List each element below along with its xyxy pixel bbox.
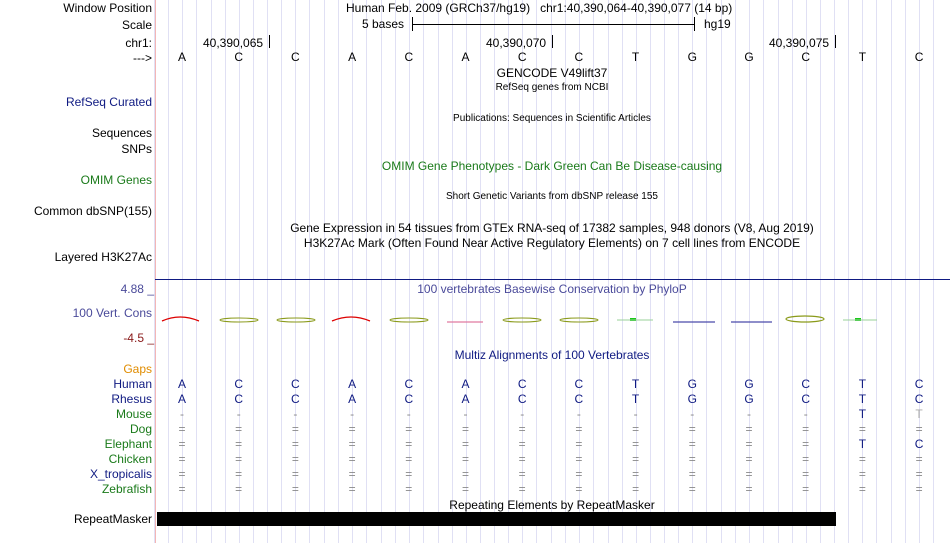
alignment-base: = — [348, 467, 356, 481]
alignment-base: = — [235, 482, 243, 496]
scale-left-text: 5 bases — [362, 17, 405, 31]
guide-line — [848, 0, 849, 543]
alignment-base: A — [461, 392, 470, 406]
scale-bar — [412, 24, 695, 25]
guide-line — [438, 0, 439, 543]
base-letter: A — [348, 50, 357, 64]
alignment-base: = — [802, 482, 810, 496]
alignment-base: - — [463, 407, 468, 421]
omim-genes-label[interactable]: OMIM Genes — [80, 173, 152, 187]
alignment-base: = — [291, 452, 299, 466]
alignment-base: C — [517, 377, 527, 391]
alignment-base: G — [687, 392, 697, 406]
species-label-x_tropicalis[interactable]: X_tropicalis — [89, 467, 152, 481]
alignment-base: = — [518, 422, 526, 436]
alignment-base: T — [915, 407, 923, 421]
guide-line — [933, 0, 934, 543]
alignment-base: = — [802, 422, 810, 436]
alignment-base: = — [348, 452, 356, 466]
omim-track-title[interactable]: OMIM Gene Phenotypes - Dark Green Can Be Disease-causing — [381, 159, 723, 173]
gaps-label[interactable]: Gaps — [123, 362, 152, 376]
alignment-base: = — [688, 437, 696, 451]
alignment-base: - — [690, 407, 695, 421]
guide-line — [891, 0, 892, 543]
repeatmasker-bar[interactable] — [157, 512, 836, 526]
guide-line — [876, 0, 877, 543]
alignment-base: C — [404, 377, 414, 391]
alignment-base: - — [350, 407, 355, 421]
alignment-base: = — [291, 467, 299, 481]
base-letter: T — [631, 50, 640, 64]
alignment-base: = — [575, 437, 583, 451]
alignment-base: = — [405, 422, 413, 436]
alignment-base: = — [235, 467, 243, 481]
alignment-base: = — [745, 452, 753, 466]
base-letter: C — [291, 50, 300, 64]
alignment-base: = — [915, 482, 923, 496]
alignment-base: - — [406, 407, 411, 421]
window-position-label: Window Position — [63, 1, 152, 15]
alignment-base: G — [744, 392, 754, 406]
layered-h3k27ac-label[interactable]: Layered H3K27Ac — [54, 250, 152, 264]
alignment-base: = — [178, 482, 186, 496]
gencode-track-title[interactable]: GENCODE V49lift37 — [496, 66, 608, 80]
alignment-base: = — [348, 422, 356, 436]
coord-tick-1 — [269, 35, 270, 48]
guide-line — [168, 0, 169, 543]
phylop-track-title[interactable]: 100 vertebrates Basewise Conservation by PhyloP — [417, 282, 687, 296]
dbsnp-track-title[interactable]: Short Genetic Variants from dbSNP release 155 — [446, 191, 658, 202]
alignment-base: C — [404, 392, 414, 406]
alignment-base: = — [858, 482, 866, 496]
common-dbsnp-label[interactable]: Common dbSNP(155) — [33, 204, 152, 218]
species-label-elephant[interactable]: Elephant — [104, 437, 152, 451]
refseq-curated-label[interactable]: RefSeq Curated — [65, 95, 152, 109]
base-letter: A — [461, 50, 470, 64]
guide-line — [721, 0, 722, 543]
guide-line — [423, 0, 424, 543]
alignment-base: - — [236, 407, 241, 421]
alignment-base: = — [348, 482, 356, 496]
alignment-base: = — [632, 437, 640, 451]
guide-line — [480, 0, 481, 543]
base-letter: T — [858, 50, 867, 64]
alignment-base: = — [632, 467, 640, 481]
coord-label-1: 40,390,065 — [203, 36, 264, 50]
alignment-base: = — [745, 482, 753, 496]
alignment-base: G — [744, 377, 754, 391]
alignment-base: C — [801, 377, 811, 391]
alignment-base: = — [405, 467, 413, 481]
alignment-base: = — [461, 482, 469, 496]
species-label-dog[interactable]: Dog — [129, 422, 152, 436]
guide-line — [763, 0, 764, 543]
guide-line — [905, 0, 906, 543]
alignment-base: C — [801, 392, 811, 406]
guide-line — [650, 0, 651, 543]
alignment-base: T — [631, 392, 640, 406]
alignment-base: = — [575, 482, 583, 496]
alignment-base: C — [517, 392, 527, 406]
alignment-base: = — [915, 452, 923, 466]
coord-tick-3 — [835, 35, 836, 48]
base-letter: A — [177, 50, 186, 64]
alignment-base: = — [461, 452, 469, 466]
base-letter: C — [914, 50, 924, 64]
guide-line — [778, 0, 779, 543]
alignment-base: = — [632, 452, 640, 466]
alignment-base: A — [348, 377, 357, 391]
alignment-base: = — [235, 452, 243, 466]
alignment-base: C — [914, 377, 924, 391]
base-letter: C — [574, 50, 584, 64]
alignment-base: = — [518, 482, 526, 496]
guide-line — [622, 0, 623, 543]
coord-label-2: 40,390,070 — [486, 36, 547, 50]
alignment-base: T — [858, 407, 867, 421]
alignment-base: = — [575, 422, 583, 436]
alignment-base: = — [858, 467, 866, 481]
alignment-base: = — [688, 467, 696, 481]
guide-line — [267, 0, 268, 543]
alignment-base: - — [803, 407, 808, 421]
scale-bar-right-tick — [694, 17, 695, 31]
guide-line — [309, 0, 310, 543]
base-letter: C — [404, 50, 414, 64]
cons-min-value: -4.5 _ — [123, 331, 154, 345]
alignment-base: = — [802, 467, 810, 481]
sequences-label[interactable]: Sequences — [91, 126, 152, 140]
alignment-base: C — [574, 392, 584, 406]
alignment-base: = — [518, 467, 526, 481]
guide-line — [820, 0, 821, 543]
guide-line — [792, 0, 793, 543]
guide-line — [324, 0, 325, 543]
alignment-base: C — [234, 377, 244, 391]
alignment-base: = — [858, 452, 866, 466]
base-letter: C — [234, 50, 244, 64]
alignment-base: = — [178, 437, 186, 451]
alignment-base: C — [914, 392, 924, 406]
alignment-base: = — [178, 467, 186, 481]
base-letter: G — [687, 50, 697, 64]
alignment-base: A — [461, 377, 470, 391]
alignment-base: = — [405, 452, 413, 466]
guide-line — [706, 0, 707, 543]
alignment-base: - — [576, 407, 581, 421]
alignment-base: = — [915, 422, 923, 436]
scale-bar-left-tick — [412, 17, 413, 31]
alignment-base: - — [520, 407, 525, 421]
alignment-base: - — [633, 407, 638, 421]
guide-line — [253, 0, 254, 543]
alignment-base: G — [687, 377, 697, 391]
refseq-track-title[interactable]: RefSeq genes from NCBI — [495, 82, 609, 93]
alignment-base: = — [405, 482, 413, 496]
cons-max-value: 4.88 _ — [120, 282, 154, 296]
alignment-base: = — [802, 437, 810, 451]
guide-line — [211, 0, 212, 543]
publications-track-title[interactable]: Publications: Sequences in Scientific Articles — [453, 113, 651, 124]
alignment-base: = — [178, 452, 186, 466]
alignment-base: - — [293, 407, 298, 421]
guide-line — [225, 0, 226, 543]
multiz-track-title[interactable]: Multiz Alignments of 100 Vertebrates — [454, 348, 650, 362]
guide-line — [834, 0, 835, 543]
species-label-rhesus[interactable]: Rhesus — [111, 392, 152, 406]
alignment-base: = — [291, 437, 299, 451]
alignment-base: = — [915, 467, 923, 481]
alignment-base: C — [234, 392, 244, 406]
alignment-base: C — [291, 392, 300, 406]
alignment-base: T — [858, 377, 867, 391]
alignment-base: C — [291, 377, 300, 391]
alignment-base: = — [461, 422, 469, 436]
alignment-base: - — [747, 407, 751, 421]
guide-line — [735, 0, 736, 543]
alignment-base: C — [574, 377, 584, 391]
alignment-base: = — [235, 422, 243, 436]
alignment-base: = — [461, 437, 469, 451]
guide-line — [366, 0, 367, 543]
guide-line — [395, 0, 396, 543]
repeatmasker-label[interactable]: RepeatMasker — [73, 512, 152, 526]
species-label-human[interactable]: Human — [113, 377, 152, 391]
guide-line — [196, 0, 197, 543]
alignment-base: = — [858, 422, 866, 436]
strand-label: ---> — [133, 51, 152, 65]
alignment-base: = — [291, 422, 299, 436]
h3k27ac-track-title[interactable]: H3K27Ac Mark (Often Found Near Active Regulatory Elements) on 7 cell lines from ENCODE — [303, 236, 801, 250]
alignment-base: = — [178, 422, 186, 436]
coord-tick-2 — [552, 35, 553, 48]
alignment-base: A — [177, 377, 186, 391]
guide-line — [281, 0, 282, 543]
alignment-base: = — [518, 437, 526, 451]
conservation-glyphs — [155, 310, 950, 330]
guide-line — [452, 0, 453, 543]
repeatmasker-track-title[interactable]: Repeating Elements by RepeatMasker — [449, 498, 655, 512]
alignment-base: = — [802, 452, 810, 466]
label-divider-line — [155, 0, 156, 543]
alignment-base: = — [745, 422, 753, 436]
snps-label[interactable]: SNPs — [121, 142, 152, 156]
alignment-base: = — [632, 482, 640, 496]
guide-line — [338, 0, 339, 543]
guide-line — [664, 0, 665, 543]
alignment-base: = — [632, 422, 640, 436]
alignment-base: = — [688, 482, 696, 496]
alignment-base: = — [575, 452, 583, 466]
alignment-base: = — [575, 467, 583, 481]
scale-right-text: hg19 — [704, 17, 731, 31]
alignment-base: A — [348, 392, 357, 406]
alignment-base: A — [177, 392, 186, 406]
alignment-base: = — [745, 467, 753, 481]
alignment-base: = — [518, 452, 526, 466]
species-label-chicken[interactable]: Chicken — [108, 452, 152, 466]
gtex-track-title[interactable]: Gene Expression in 54 tissues from GTEx RNA-seq of 17382 samples, 948 donors (V8, Aug 2019) — [290, 221, 814, 235]
base-letter: C — [517, 50, 527, 64]
alignment-base: = — [688, 452, 696, 466]
alignment-base: - — [180, 407, 184, 421]
scale-label: Scale — [121, 18, 152, 32]
alignment-base: = — [461, 467, 469, 481]
base-letter: C — [801, 50, 811, 64]
100-vert-cons-label[interactable]: 100 Vert. Cons — [72, 306, 152, 320]
window-position-value: Human Feb. 2009 (GRCh37/hg19) chr1:40,390,064-40,390,077 (14 bp) — [346, 1, 733, 15]
species-label-mouse[interactable]: Mouse — [115, 407, 152, 421]
base-letter: G — [744, 50, 754, 64]
alignment-base: = — [291, 482, 299, 496]
alignment-base: = — [405, 437, 413, 451]
alignment-base: T — [631, 377, 640, 391]
alignment-base: C — [914, 437, 924, 451]
species-label-zebrafish[interactable]: Zebrafish — [101, 482, 152, 496]
alignment-base: = — [688, 422, 696, 436]
alignment-base: = — [235, 437, 243, 451]
section-divider — [155, 279, 950, 280]
chrom-label: chr1: — [125, 36, 152, 50]
alignment-base: T — [858, 437, 867, 451]
alignment-base: T — [858, 392, 867, 406]
alignment-base: = — [745, 437, 753, 451]
alignment-base: = — [348, 437, 356, 451]
guide-line — [381, 0, 382, 543]
guide-line — [678, 0, 679, 543]
coord-label-3: 40,390,075 — [769, 36, 830, 50]
